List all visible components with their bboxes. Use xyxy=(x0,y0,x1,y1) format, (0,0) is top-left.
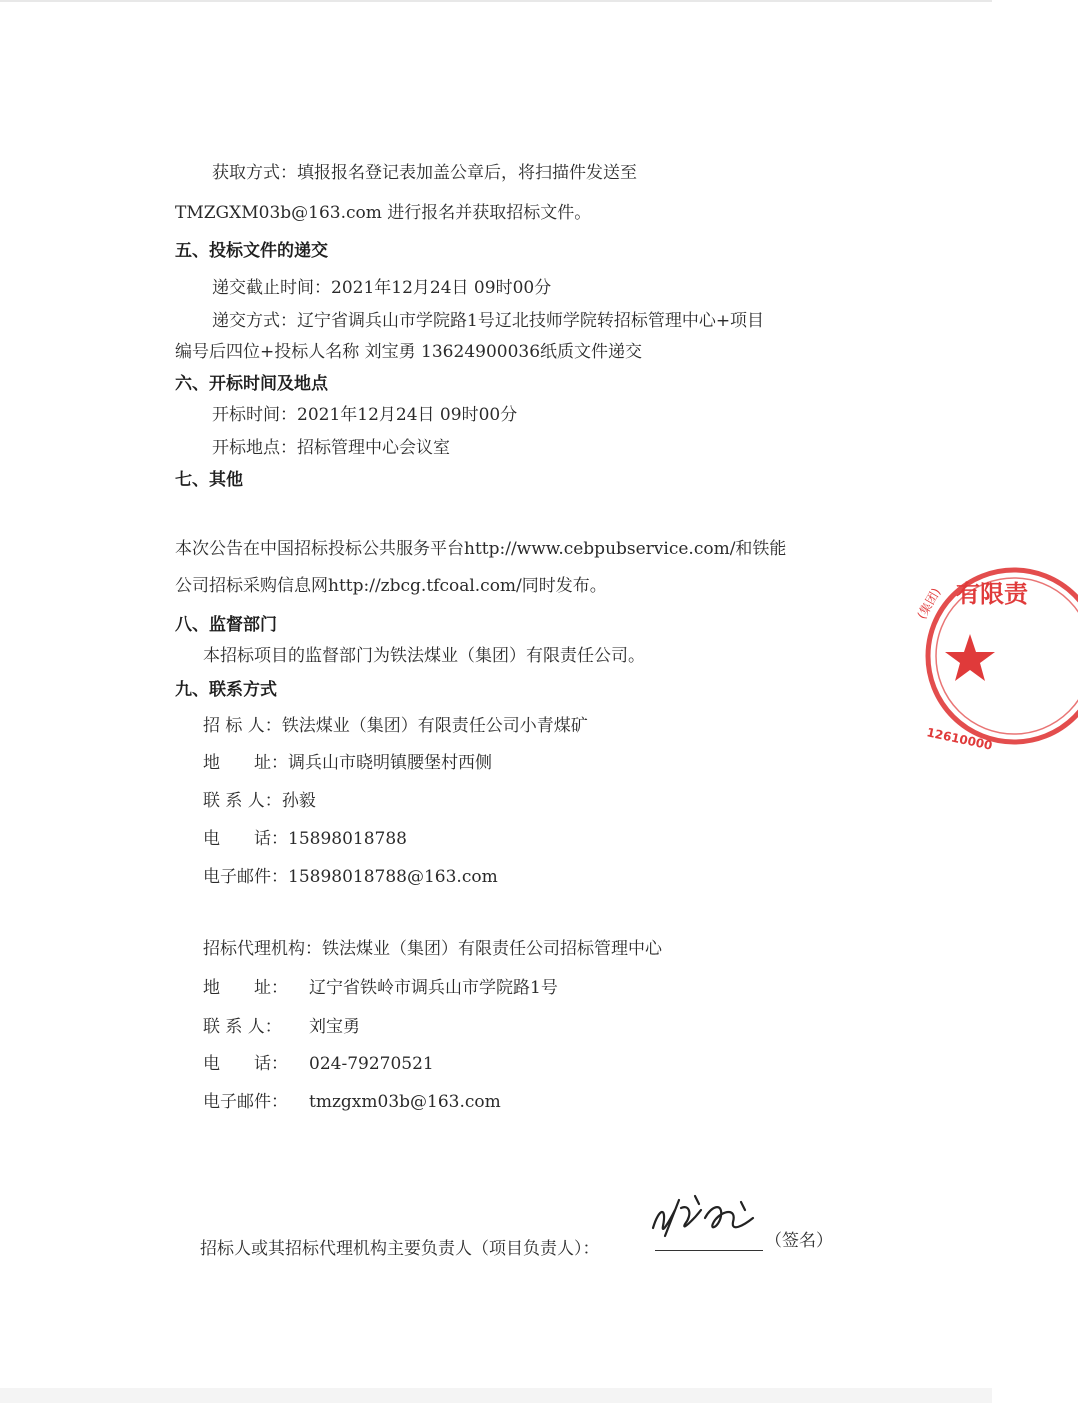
tenderer-phone-row xyxy=(203,828,407,850)
agency-name-value: 铁法煤业（集团）有限责任公司招标管理中心 xyxy=(322,939,662,959)
tenderer-address-value: 调兵山市晓明镇腰堡村西侧 xyxy=(288,753,492,773)
agency-name-label: 招标代理机构： xyxy=(203,939,322,959)
tenderer-name-value: 铁法煤业（集团）有限责任公司小青煤矿 xyxy=(281,716,588,736)
tenderer-contact-value: 孙毅 xyxy=(281,791,316,811)
other-line1: 本次公告在中国招标投标公共服务平台http://www.cebpubservice.com/和铁能 xyxy=(175,539,787,559)
scan-top-edge xyxy=(0,0,992,2)
agency-name-row xyxy=(203,938,662,960)
agency-phone-row xyxy=(203,1053,434,1075)
agency-phone-value: 024-79270521 xyxy=(309,1054,434,1074)
tenderer-email-value: 15898018788@163.com xyxy=(288,867,498,887)
agency-email-row xyxy=(203,1091,501,1113)
agency-contact-label: 联 系 人： xyxy=(203,1017,282,1037)
obtain-email-line: TMZGXM03b@163.com 进行报名并获取招标文件。 xyxy=(175,203,592,223)
tenderer-contact-row xyxy=(203,790,316,812)
obtain-method-line: 获取方式：填报报名登记表加盖公章后，将扫描件发送至 xyxy=(212,163,637,183)
tenderer-email-label: 电子邮件： xyxy=(203,867,288,887)
signature-line xyxy=(655,1250,763,1251)
tenderer-address-row xyxy=(203,752,492,774)
tenderer-phone-value: 15898018788 xyxy=(288,829,407,849)
handwritten-signature xyxy=(645,1188,765,1250)
supervision-text: 本招标项目的监督部门为铁法煤业（集团）有限责任公司。 xyxy=(203,646,645,666)
tenderer-address-label: 地 址： xyxy=(203,753,288,773)
section-heading-other: 七、其他 xyxy=(175,470,243,490)
agency-address-label: 地 址： xyxy=(203,978,288,998)
section-heading-opening: 六、开标时间及地点 xyxy=(175,374,328,394)
agency-address-value: 辽宁省铁岭市调兵山市学院路1号 xyxy=(309,978,558,998)
section-heading-contact: 九、联系方式 xyxy=(175,680,277,700)
agency-email-label: 电子邮件： xyxy=(203,1092,288,1112)
signature-label: 招标人或其招标代理机构主要负责人（项目负责人）： xyxy=(200,1239,600,1259)
signature-suffix: （签名） xyxy=(765,1231,833,1251)
submission-deadline: 递交截止时间：2021年12月24日 09时00分 xyxy=(212,278,552,298)
tenderer-contact-label: 联 系 人： xyxy=(203,791,282,811)
submission-method-line2: 编号后四位+投标人名称 刘宝勇 13624900036纸质文件递交 xyxy=(175,342,643,362)
agency-contact-value: 刘宝勇 xyxy=(309,1017,360,1037)
stamp-text-top: 有限责 xyxy=(956,580,1028,608)
tenderer-name-row xyxy=(203,715,588,737)
section-heading-supervision: 八、监督部门 xyxy=(175,615,277,635)
tenderer-email-row xyxy=(203,866,498,888)
stamp-text-num: 12610000 xyxy=(925,725,994,753)
agency-contact-row xyxy=(203,1016,360,1038)
other-line2: 公司招标采购信息网http://zbcg.tfcoal.com/同时发布。 xyxy=(175,576,607,596)
agency-address-row xyxy=(203,977,558,999)
section-heading-submission: 五、投标文件的递交 xyxy=(175,241,328,261)
opening-time: 开标时间：2021年12月24日 09时00分 xyxy=(212,405,518,425)
opening-place: 开标地点：招标管理中心会议室 xyxy=(212,438,450,458)
stamp-text-mid: (集团) xyxy=(914,585,944,622)
red-seal-stamp xyxy=(914,560,1078,760)
tenderer-name-label: 招 标 人： xyxy=(203,716,282,736)
tenderer-phone-label: 电 话： xyxy=(203,829,288,849)
scan-bottom-edge xyxy=(0,1388,992,1403)
agency-email-value: tmzgxm03b@163.com xyxy=(309,1092,501,1112)
agency-phone-label: 电 话： xyxy=(203,1054,288,1074)
submission-method-line1: 递交方式：辽宁省调兵山市学院路1号辽北技师学院转招标管理中心+项目 xyxy=(212,311,765,331)
